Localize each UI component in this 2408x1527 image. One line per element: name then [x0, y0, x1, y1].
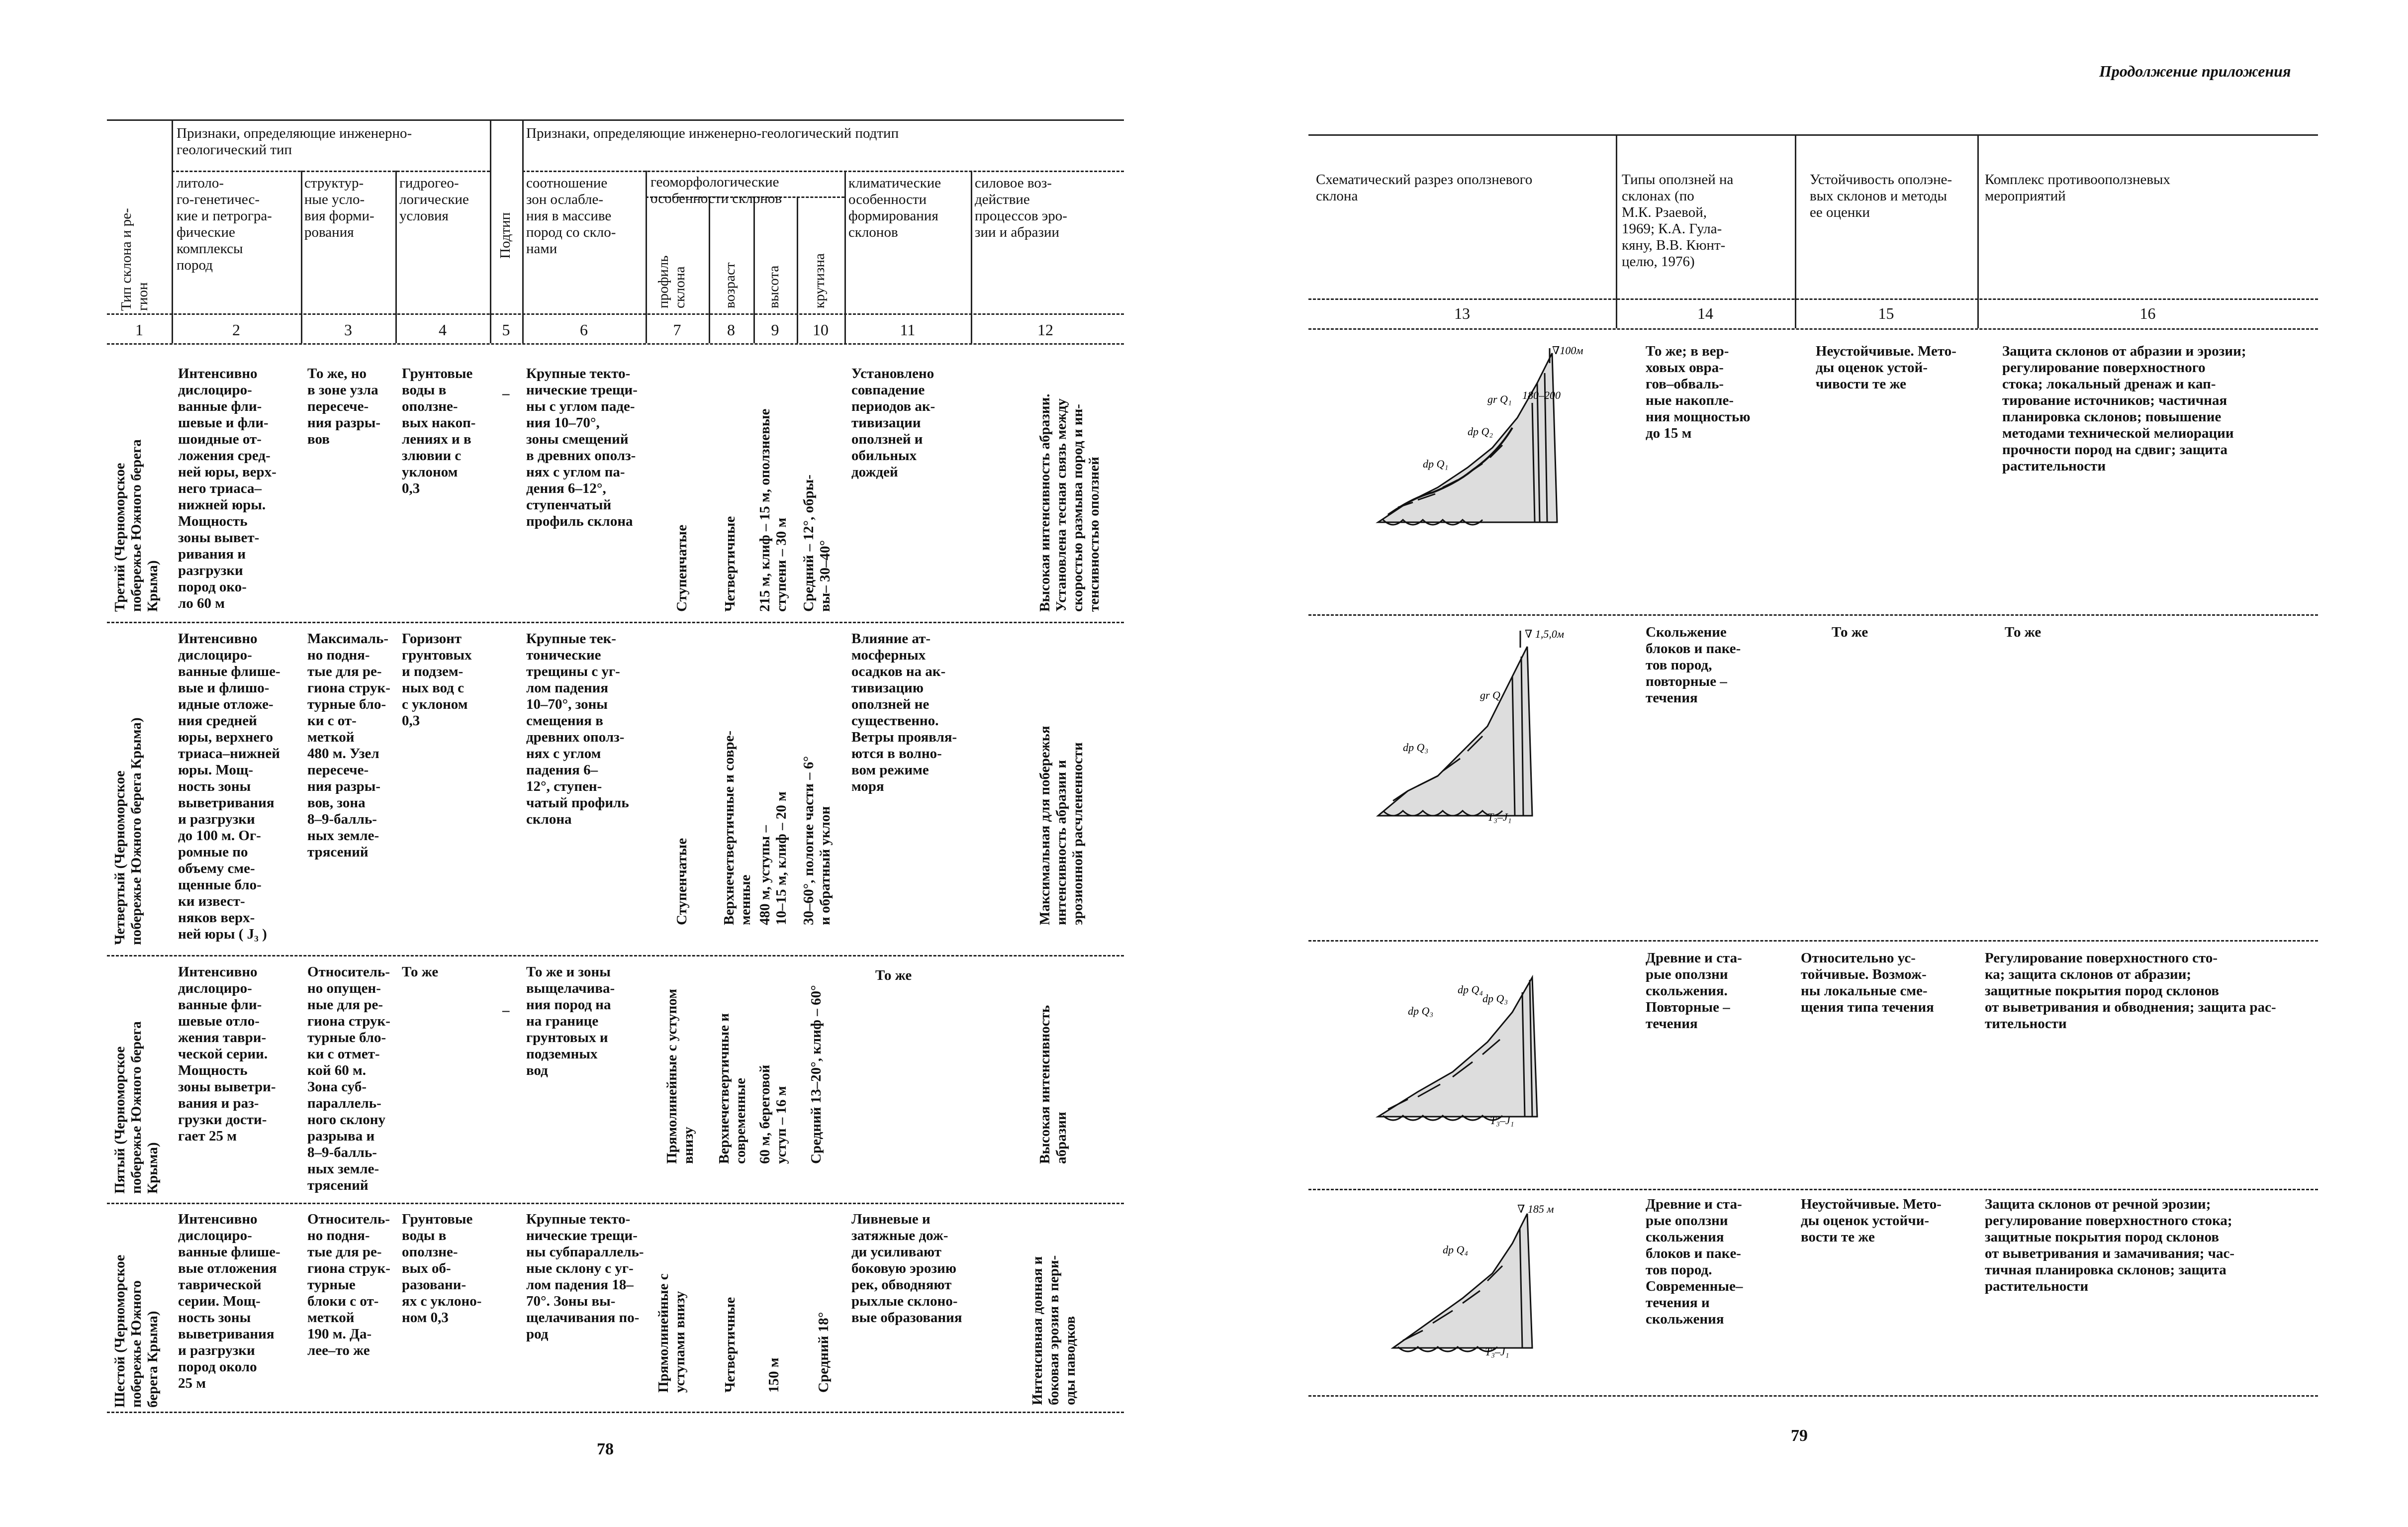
header-col4: гидрогео- логические условия — [399, 175, 469, 224]
row2-structure: Максималь- но подня- тые для ре- гиона струк- турные бло- ки с от- меткой 480 м. Узел пересече- ния разры- вов, зона 8–9-балль- ных земле- трясений — [307, 631, 390, 860]
header-geomorph-group: геоморфологические особенности склонов — [650, 174, 782, 206]
colnum-13: 13 — [1454, 304, 1470, 322]
sketch2-label-2: dp Q₃ — [1403, 741, 1429, 754]
header-col1: Тип склона и ре- гион — [118, 208, 151, 311]
header-col3: структур- ные усло- вия форми- рования — [304, 175, 374, 240]
row3-weakness: То же и зоны выщелачива- ния пород на на границе грунтовых и подземных вод — [526, 964, 615, 1078]
landslide-section-sketch-1 — [1368, 343, 1592, 532]
row2-lithology: Интенсивно дислоциро- ванные флише- вые и флишо- идные отложе- ния средней юры, верхнего триаса–нижней юры. Мощ- ность зоны выветривания и разгрузки до 100 м. Ог- ромные по объему сме- щенные бло- ки извест- няков верх- ней юры ( J₃ ) — [178, 631, 280, 942]
right-table-top-rule — [1308, 134, 2318, 136]
row2-profile: Ступенчатые — [674, 838, 690, 925]
row4-hydro: Грунтовые воды в оползне- вых об- разовани- ях с уклоно- ном 0,3 — [402, 1211, 482, 1326]
row1-weakness: Крупные текто- нические трещи- ны с углом паде- ния 10–70°, зоны смещений в древних ополз- нях с углом па- дения 6–12°, ступенчатый профиль склона — [526, 366, 638, 529]
row2-hydro: Горизонт грунтовых и подзем- ных вод с с уклоном 0,3 — [402, 631, 472, 729]
row3-landslide-types: Древние и ста- рые оползни скольжения. Повторные – течения — [1646, 950, 1742, 1032]
row1-climate: Установлено совпадение периодов ак- тивизации оползней и обильных дождей — [851, 366, 935, 480]
right-vline-3 — [1977, 134, 1979, 328]
type-group-rule — [172, 171, 490, 172]
colnum-16: 16 — [2139, 304, 2156, 322]
colnum-3: 3 — [344, 321, 352, 339]
running-title: Продолжение приложения — [2099, 62, 2291, 80]
colnum-15: 15 — [1878, 304, 1894, 322]
vline-c5 — [522, 119, 524, 343]
header-col15: Устойчивость ополэне- вых склонов и методы ее оценки — [1810, 172, 1952, 220]
row4-lithology: Интенсивно дислоциро- ванные флише- вые отложения таврической серии. Мощ- ность зоны выветривания и разгрузки пород около 25 м — [178, 1211, 280, 1391]
sketch4-label-2: T₃–J₁ — [1485, 1345, 1509, 1358]
row3-climate: То же — [875, 967, 912, 983]
colnum-8: 8 — [727, 321, 735, 339]
row1-hydro: Грунтовые воды в оползне- вых накоп- лениях и в злювии с уклоном 0,3 — [402, 366, 476, 496]
row2-measures: То же — [2005, 624, 2041, 640]
right-vline-1 — [1616, 134, 1617, 328]
row1-steepness: Средний – 12°, обры- вы– 30–40° — [801, 475, 833, 612]
table-top-rule — [107, 119, 1124, 121]
right-header-bottom-rule — [1308, 298, 2318, 300]
vline-c10 — [844, 171, 846, 343]
right-page — [1204, 0, 2408, 1527]
vline-c2 — [301, 171, 302, 343]
row3-age: Верхнечетвертичные и современные — [716, 1013, 748, 1164]
row1-age: Четвертичные — [722, 516, 738, 612]
row3-stability: Относительно ус- тойчивые. Возмож- ны локальные сме- щения типа течения — [1801, 950, 1934, 1015]
vline-c4 — [490, 119, 491, 343]
colnum-2: 2 — [232, 321, 240, 339]
table-bottom-rule — [107, 1412, 1124, 1413]
sketch4-label-0: ∇ 185 м — [1517, 1203, 1554, 1215]
row2-weakness: Крупные тек- тонические трещины с уг- лом падения 10–70°, зоны смещения в древних ополз- нях с углом падения 6– 12°, ступен- чатый профиль склона — [526, 631, 629, 827]
row4-landslide-types: Древние и ста- рые оползни скольжения блоков и пакe- тов пород. Современные– течения и скольжения — [1646, 1196, 1743, 1327]
header-col16: Комплекс противооползневых мероприятий — [1985, 172, 2171, 204]
right-row3-bottom-rule — [1308, 1189, 2318, 1190]
colnum-4: 4 — [439, 321, 447, 339]
header-subtype-group: Признаки, определяющие инженерно-геологический подтип — [526, 125, 899, 141]
row1-measures: Защита склонов от абразии и эрозии; регулирование поверхностного стока; локальный дренаж и кап- тирование источников; частичная планировка склонов; повышение методами технической мелиорации прочности пород на сдвиг; защита растительности — [2002, 343, 2246, 474]
row3-height: 60 м, береговой уступ – 16 м — [757, 1064, 789, 1164]
row4-climate: Ливневые и затяжные дож- ди усиливают боковую эрозию рек, обводняют рыхлые склоно- вые образования — [851, 1211, 962, 1326]
sketch3-label-3: T₃–J₁ — [1490, 1114, 1514, 1127]
row1-lithology: Интенсивно дислоциро- ванные фли- шевые и фли- шоидные от- ложения сред- ней юры, верх- него триаса– нижней юры. Мощность зоны вывет- ривания и разгрузки пород око- ло 60 м — [178, 366, 277, 611]
sketch3-label-1: dp Q₄ — [1458, 983, 1483, 996]
row2-region: Четвертый (Черноморское побережье Южного берега Крыма) — [112, 717, 144, 945]
row2-stability: То же — [1832, 624, 1868, 640]
landslide-section-sketch-4 — [1383, 1199, 1572, 1358]
page-number-left: 78 — [597, 1440, 614, 1458]
vline-c3 — [395, 171, 397, 343]
right-row1-bottom-rule — [1308, 614, 2318, 616]
sketch1-label-0: ∇100м — [1552, 344, 1583, 357]
header-col2: литоло- го-генетичес- кие и петрогра- фические комплексы пород — [177, 175, 272, 273]
row1-subtype: – — [502, 385, 510, 401]
row2-steepness: 30–60°, пологие части – 6° и обратный уклон — [801, 756, 833, 925]
sketch2-label-1: gr Q — [1480, 689, 1500, 701]
row4-height: 150 м — [766, 1357, 782, 1393]
row4-region: Шестой (Черноморское побережье Южного берега Крыма) — [112, 1254, 161, 1408]
row3-structure: Относитель- но опущен- ные для ре- гиона струк- турные бло- ки с отмет- кой 60 м. Зона суб- параллель- ного склону разрыва и 8–9-балль- ных земле- трясений — [307, 964, 390, 1193]
row4-erosion: Интенсивная донная и боковая эрозия в пери- оды паводков — [1029, 1255, 1078, 1405]
row2-bottom-rule — [107, 955, 1124, 956]
landslide-section-sketch-2 — [1363, 627, 1577, 826]
vline-c11 — [971, 171, 972, 343]
colnum-bottom-rule — [107, 343, 1124, 345]
sketch2-label-3: T₃–J₁ — [1487, 811, 1512, 823]
sketch3-label-0: dp Q₃ — [1408, 1005, 1434, 1017]
sketch4-label-1: dp Q₄ — [1443, 1243, 1469, 1256]
colnum-14: 14 — [1697, 304, 1713, 322]
colnum-5: 5 — [502, 321, 510, 339]
row3-lithology: Интенсивно дислоциро- ванные фли- шевые отло- жения таври- ческой серии. Мощность зоны выветри- вания и раз- грузки дости- гает 25 м — [178, 964, 276, 1144]
sketch1-label-1: gr Q₁ — [1487, 393, 1512, 405]
right-table-bottom-rule — [1308, 1395, 2318, 1397]
header-col11: климатические особенности формирования склонов — [848, 175, 941, 240]
row3-steepness: Средний 13–20°, клиф – 60° — [808, 985, 824, 1164]
row3-bottom-rule — [107, 1203, 1124, 1204]
row1-height: 215 м, клиф – 15 м, оползневые ступени – 30 м — [757, 408, 789, 612]
row1-region: Третий (Черноморское побережье Южного берега Крыма) — [112, 439, 161, 612]
header-col12: силовое воз- действие процессов эро- зии и абразии — [975, 175, 1067, 240]
row1-stability: Неустойчивые. Мето- ды оценок устой- чивости те же — [1816, 343, 1956, 392]
header-col9: высота — [766, 265, 782, 308]
right-row2-bottom-rule — [1308, 940, 2318, 942]
subtype-group-rule — [522, 171, 1124, 172]
header-col5: Подтип — [497, 212, 513, 259]
colnum-1: 1 — [135, 321, 143, 339]
row1-profile: Ступенчатые — [674, 524, 690, 612]
row4-measures: Защита склонов от речной эрозии; регулирование поверхностного стока; защитные покрытия пород склонов от выветривания и замачивания; час- тичная планировка склонов; защита растительности — [1985, 1196, 2235, 1294]
header-col7: профиль склона — [655, 255, 688, 308]
right-colnum-bottom-rule — [1308, 328, 2318, 330]
header-col13: Схематический разрез оползневого склона — [1316, 172, 1533, 204]
row4-weakness: Крупные текто- нические трещи- ны субпараллель- ные склону с уг- лом падения 18– 70°. Зоны вы- щелачивания по- род — [526, 1211, 644, 1342]
header-col8: возраст — [722, 262, 738, 308]
row4-stability: Неустойчивые. Мето- ды оценок устойчи- вости те же — [1801, 1196, 1942, 1245]
colnum-6: 6 — [580, 321, 588, 339]
row4-structure: Относитель- но подня- тые для ре- гиона струк- турные блоки с от- меткой 190 м. Да- лее–то же — [307, 1211, 390, 1358]
sketch1-label-2: 180–200 — [1522, 389, 1561, 401]
vline-c6 — [646, 171, 647, 343]
vline-c1 — [172, 119, 173, 343]
row1-landslide-types: То же; в вер- ховых овра- гов–обваль- ные накопле- ния мощностью до 15 м — [1646, 343, 1751, 441]
row1-bottom-rule — [107, 622, 1124, 623]
row1-erosion: Высокая интенсивность абразии. Установлена тесная связь между скоростью размыва пород и ин- тенсивностью оползней — [1037, 393, 1102, 612]
colnum-11: 11 — [900, 321, 916, 339]
sketch1-label-3: dp Q₂ — [1468, 425, 1493, 438]
row2-erosion: Максимальная для побережья интенсивность абразии и эрозионной расчлененности — [1037, 726, 1086, 925]
header-col14: Типы оползней на склонах (по М.К. Рзаевой, 1969; К.А. Гула- кяну, В.В. Кюнт- целю, 1976) — [1622, 172, 1734, 270]
row2-height: 480 м, уступы – 10–15 м, клиф – 20 м — [757, 791, 789, 925]
row4-steepness: Средний 18° — [816, 1312, 832, 1393]
row3-profile: Прямолинейные с уступом внизу — [664, 989, 696, 1164]
row2-climate: Влияние ат- мосферных осадков на ак- тивизацию оползней не существенно. Ветры проявля- ются в волно- вом режиме моря — [851, 631, 957, 794]
row3-erosion: Высокая интенсивность абразии — [1037, 1005, 1069, 1164]
page-number-right: 79 — [1791, 1427, 1808, 1445]
row4-age: Четвертичные — [722, 1297, 738, 1393]
row3-measures: Регулирование поверхностного сто- ка; защита склонов от абразии; защитные покрытия пород склонов от выветривания и обводнения; защита рас- тительности — [1985, 950, 2276, 1032]
row2-landslide-types: Скольжение блоков и паке- тов пород, повторные – течения — [1646, 624, 1741, 706]
colnum-12: 12 — [1037, 321, 1053, 339]
colnum-10: 10 — [813, 321, 829, 339]
row3-subtype: – — [502, 1002, 510, 1018]
header-col6: соотношение зон ослабле- ния в массиве пород со скло- нами — [526, 175, 616, 257]
sketch1-label-4: dp Q₁ — [1423, 458, 1449, 470]
row4-profile: Прямолинейные с уступами внизу — [655, 1273, 688, 1393]
colnum-7: 7 — [673, 321, 681, 339]
sketch3-label-2: dp Q₃ — [1482, 992, 1508, 1005]
landslide-section-sketch-3 — [1363, 957, 1582, 1127]
header-col10: крутизна — [812, 253, 828, 308]
header-type-group: Признаки, определяющие инженерно- геологический тип — [177, 125, 412, 158]
sketch2-label-0: ∇ 1,5,0м — [1525, 628, 1564, 640]
row2-age: Верхнечетвертичные и совре- менные — [721, 730, 753, 925]
right-vline-2 — [1795, 134, 1796, 328]
colnum-9: 9 — [771, 321, 779, 339]
row1-structure: То же, но в зоне узла пересече- ния разры- вов — [307, 366, 381, 447]
row3-region: Пятый (Черноморское побережье Южного берега Крыма) — [112, 1021, 161, 1194]
row3-hydro: То же — [402, 964, 439, 980]
